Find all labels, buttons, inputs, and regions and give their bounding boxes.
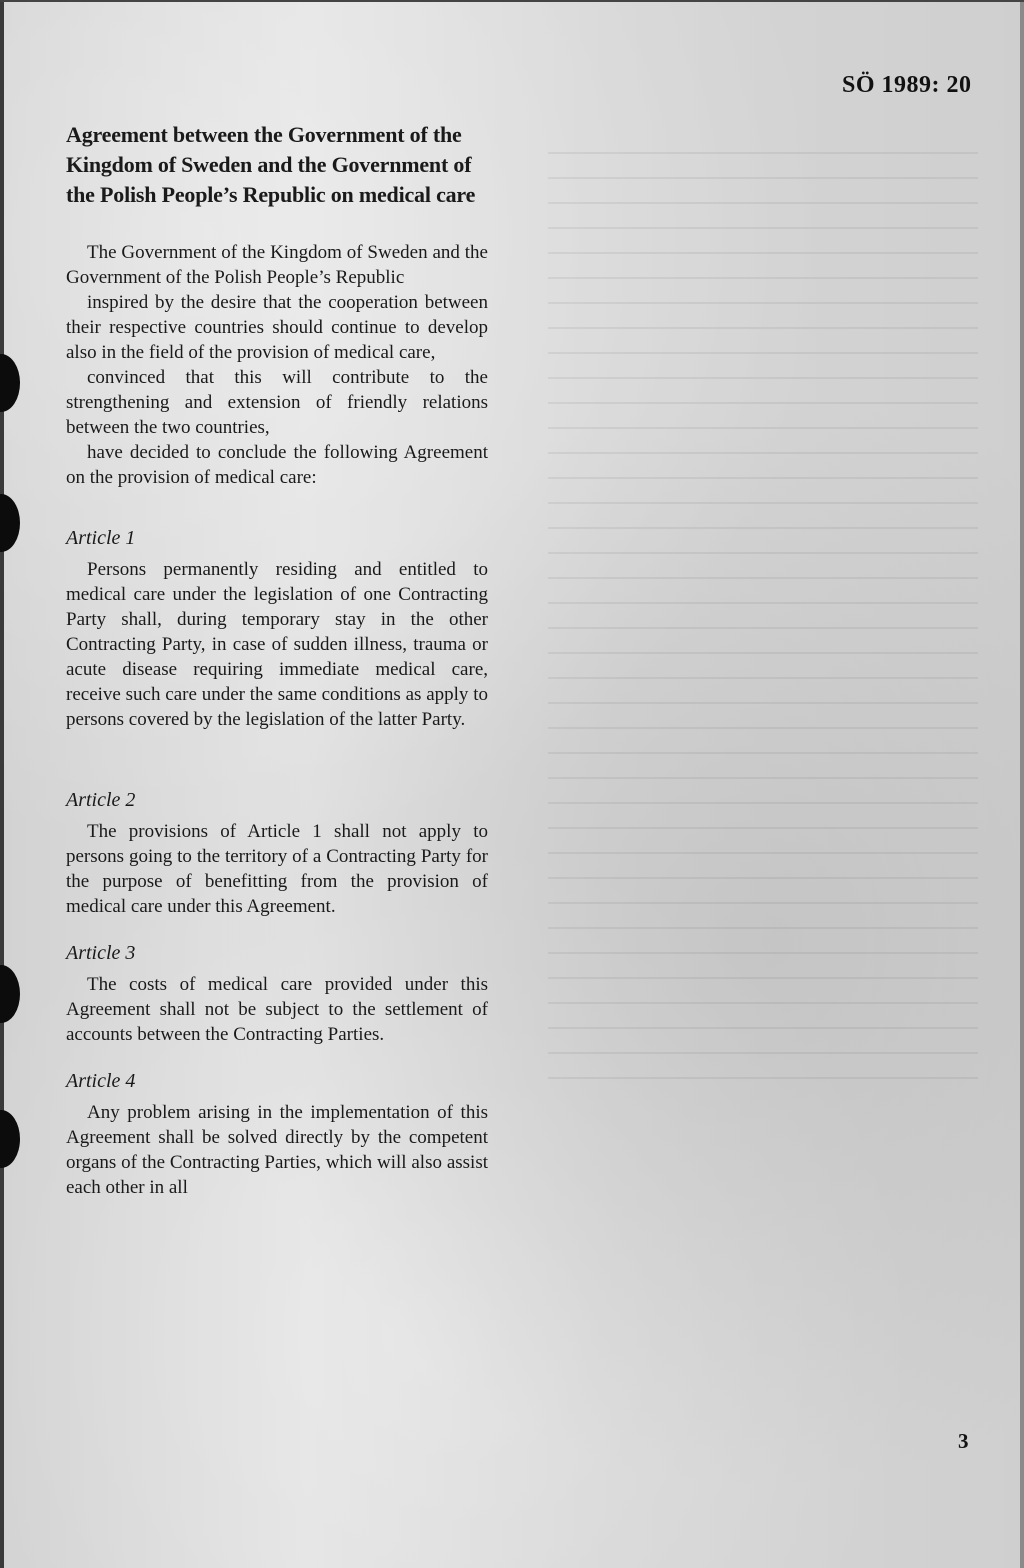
punch-hole [0, 494, 20, 552]
article-text: Persons permanently residing and entitled to medical care under the legislation of one Contracting Party shall, during temporary stay in the other Contracting Party, in case of sudden illness, trauma or acute disease requiring immediate medical care, receive such care under the same conditions as apply to persons covered by the legislation of the latter Party. [66, 559, 488, 730]
bleed-through-text [548, 152, 978, 1092]
preamble-paragraph: The Government of the Kingdom of Sweden and the Government of the Polish People’s Republic [66, 242, 488, 288]
punch-hole [0, 965, 20, 1023]
article-text: The costs of medical care provided under this Agreement shall not be subject to the settlement of accounts between the Contracting Parties. [66, 974, 488, 1045]
scan-edge-left [0, 2, 4, 1568]
page-number: 3 [958, 1429, 969, 1453]
article-heading: Article 2 [66, 789, 136, 811]
agreement-title: Agreement between the Government of the Kingdom of Sweden and the Government of the Polish People’s Republic on medical care [66, 122, 476, 207]
preamble-paragraph: inspired by the desire that the cooperation between their respective countries should continue to develop also in the field of the provision of medical care, [66, 292, 488, 363]
document-reference: SÖ 1989: 20 [842, 72, 972, 98]
preamble-paragraph: have decided to conclude the following Agreement on the provision of medical care: [66, 442, 488, 488]
punch-hole [0, 1110, 20, 1168]
spacer [66, 1047, 488, 1069]
spacer [66, 490, 488, 526]
spacer [66, 732, 488, 788]
punch-hole [0, 354, 20, 412]
preamble-paragraph: convinced that this will contribute to the strengthening and extension of friendly relations between the two countries, [66, 367, 488, 438]
article-heading: Article 1 [66, 527, 136, 549]
text-column [66, 120, 488, 1200]
scan-edge-right [1020, 2, 1024, 1568]
article-heading: Article 3 [66, 942, 136, 964]
spacer [66, 919, 488, 941]
article-heading: Article 4 [66, 1070, 136, 1092]
article-text: Any problem arising in the implementation of this Agreement shall be solved directly by the competent organs of the Contracting Parties, which will also assist each other in all [66, 1102, 488, 1198]
article-text: The provisions of Article 1 shall not apply to persons going to the territory of a Contracting Party for the purpose of benefitting from the provision of medical care under this Agreement. [66, 821, 488, 917]
